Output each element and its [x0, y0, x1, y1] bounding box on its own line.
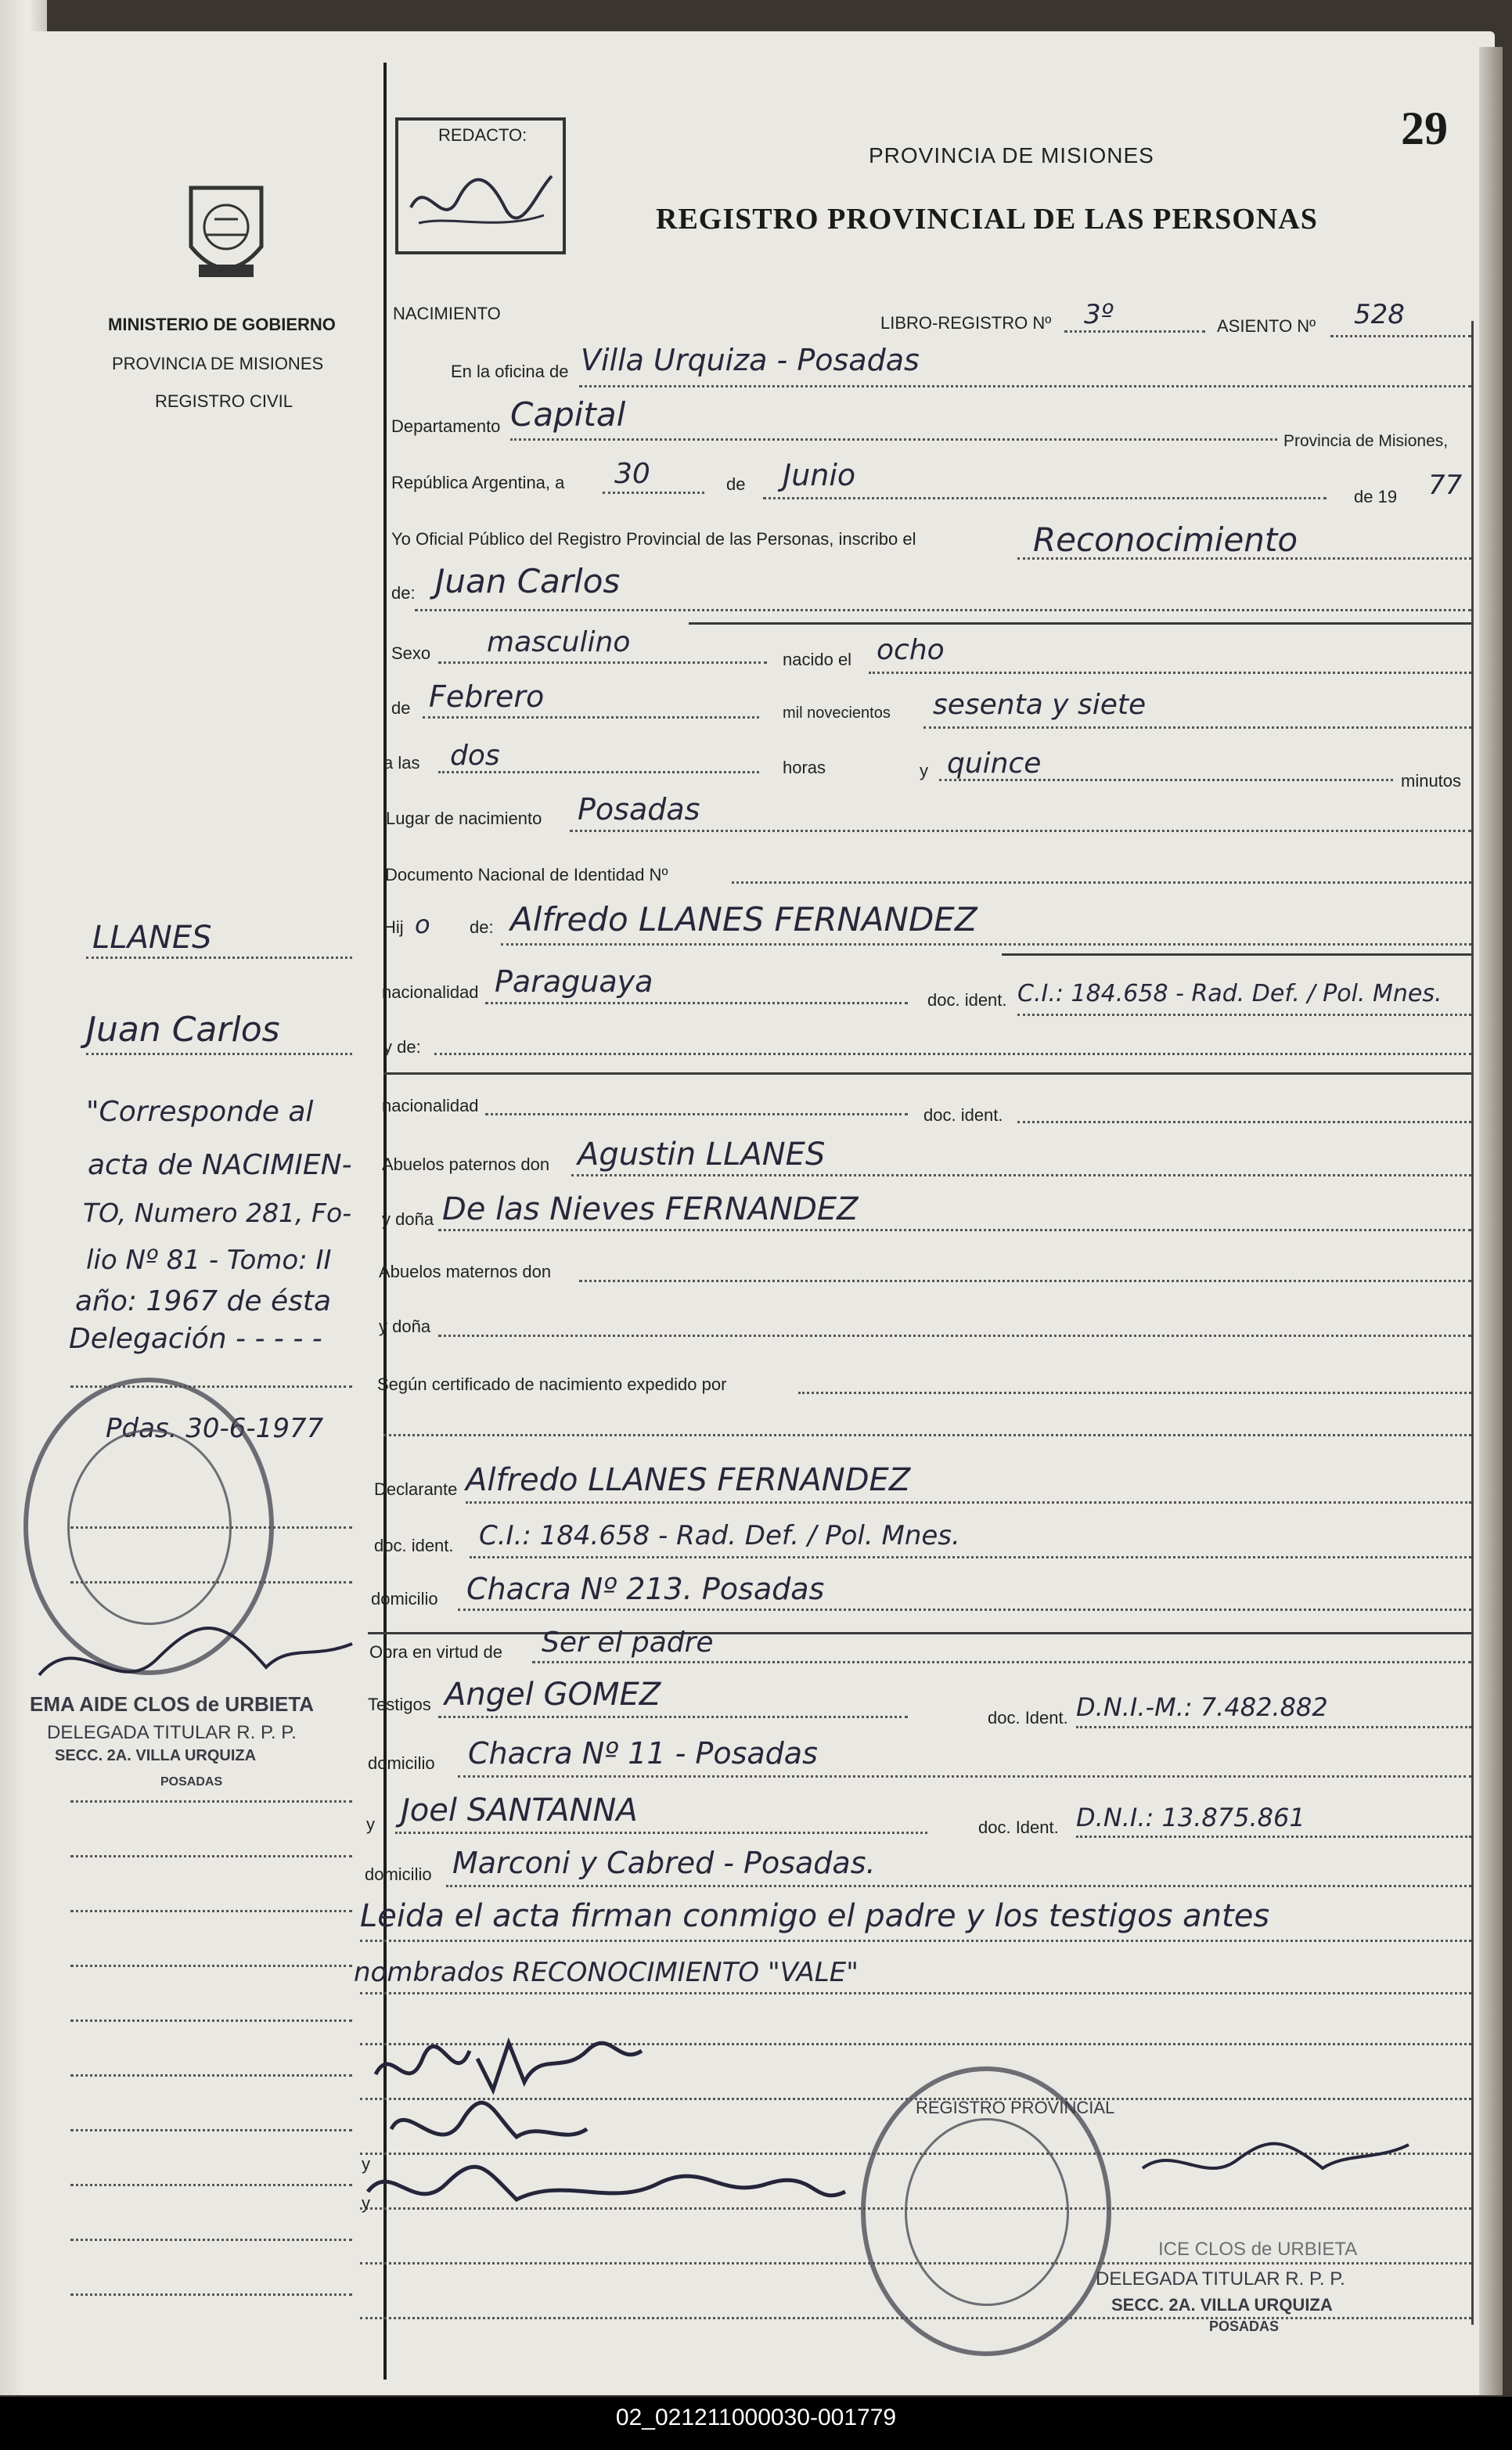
name-dots [415, 609, 1471, 611]
abuela-mat-dots [438, 1335, 1471, 1337]
right-stamp-office: SECC. 2A. VILLA URQUIZA [1111, 2295, 1333, 2315]
birth-month-value: Febrero [429, 679, 545, 714]
testigo1-doc: D.N.I.-M.: 7.482.882 [1076, 1692, 1328, 1722]
right-stamp-title: DELEGADA TITULAR R. P. P. [1096, 2268, 1345, 2290]
lugar-label: Lugar de nacimiento [386, 809, 542, 828]
declarante-doc-label: doc. ident. [374, 1536, 454, 1555]
testigo2-doc-label: doc. Ident. [978, 1818, 1059, 1837]
certificado-label: Según certificado de nacimiento expedido por [377, 1375, 727, 1394]
oficina-value: Villa Urquiza - Posadas [581, 343, 920, 377]
signature-y-2: y [362, 2193, 370, 2213]
doc-ident-label: doc. ident. [927, 990, 1007, 1010]
father-doc: C.I.: 184.658 - Rad. Def. / Pol. Mnes. [1017, 980, 1442, 1007]
departamento-dots [510, 438, 1277, 441]
mother-nationality-dots [485, 1113, 908, 1115]
obra-label: Obra en virtud de [369, 1642, 502, 1662]
oficial-text: Yo Oficial Público del Registro Provincial de las Personas, inscribo el [391, 529, 916, 549]
left-stamp-title: DELEGADA TITULAR R. P. P. [47, 1722, 297, 1743]
margin-dots [70, 1800, 352, 1803]
ministry-label: MINISTERIO DE GOBIERNO [108, 315, 336, 334]
testigo1-dots [438, 1716, 908, 1718]
right-seal-inner-ring [905, 2118, 1069, 2306]
birth-year-dots [923, 726, 1471, 729]
left-province-label: PROVINCIA DE MISIONES [112, 354, 324, 373]
obra-dots [532, 1661, 1471, 1663]
domicilio2-label: domicilio [368, 1753, 435, 1773]
sexo-label: Sexo [391, 643, 431, 663]
hijo-de-label: de: [470, 917, 494, 937]
left-stamp-office: SECC. 2A. VILLA URQUIZA [55, 1747, 257, 1764]
domicilio-label: domicilio [371, 1589, 438, 1609]
asiento-value: 528 [1354, 299, 1405, 330]
nacido-dots [869, 672, 1471, 674]
margin-dots [70, 2019, 352, 2022]
day-dots [603, 492, 704, 494]
birth-month-dots [423, 716, 759, 719]
margin-dots [70, 2129, 352, 2131]
day-value: 30 [614, 458, 650, 490]
left-stamp-city: POSADAS [160, 1775, 223, 1789]
declarante-label: Declarante [374, 1479, 458, 1499]
registro-civil-label: REGISTRO CIVIL [155, 391, 293, 411]
asiento-dots [1330, 335, 1471, 337]
closing-dots-1 [360, 1940, 1471, 1942]
father-dots [501, 943, 1471, 946]
abuela-pat-dots [438, 1229, 1471, 1231]
margin-dots [70, 2074, 352, 2077]
mother-dots [434, 1053, 1471, 1055]
nacionalidad2-label: nacionalidad [382, 1096, 479, 1115]
a-las-label: a las [383, 753, 420, 773]
margin-line-6: Delegación - - - - - [69, 1323, 322, 1355]
testigo1-doc-label: doc. Ident. [988, 1708, 1068, 1728]
oficina-label: En la oficina de [451, 362, 569, 381]
margin-line-7: Pdas. 30-6-1977 [106, 1413, 324, 1444]
left-seal-signature [31, 1597, 360, 1706]
page-edge [1479, 47, 1503, 2395]
nacionalidad-label: nacionalidad [382, 982, 479, 1002]
mother-rule [383, 1072, 1471, 1075]
dni-dots [732, 881, 1471, 884]
domicilio3-label: domicilio [365, 1865, 432, 1884]
minutes-dots [939, 779, 1393, 781]
right-stamp-city: POSADAS [1209, 2318, 1280, 2334]
margin-line-5: año: 1967 de ésta [75, 1285, 332, 1317]
abuelos-mat-dots [579, 1280, 1471, 1282]
sexo-dots [438, 661, 767, 664]
y-de-label: y de: [383, 1037, 421, 1057]
doc-ident2-label: doc. ident. [923, 1105, 1003, 1125]
hour-dots [438, 771, 759, 773]
declarante-doc-dots [470, 1556, 1471, 1558]
abuelos-pat-label: Abuelos paternos don [382, 1155, 550, 1174]
signature-y-1: y [362, 2154, 370, 2174]
testigo2-dots [395, 1832, 927, 1834]
libro-dots [1064, 330, 1205, 333]
minutos-label: minutos [1401, 771, 1462, 791]
testigo1-domicilio: Chacra Nº 11 - Posadas [468, 1736, 818, 1771]
hijo-label: Hij [383, 917, 404, 937]
father-rule [1002, 953, 1471, 956]
domicilio-rule [368, 1632, 1471, 1634]
right-stamp-name: ICE CLOS de URBIETA [1158, 2239, 1358, 2260]
asiento-label: ASIENTO Nº [1217, 316, 1316, 336]
right-seal-text: REGISTRO PROVINCIAL [916, 2098, 1115, 2117]
margin-line-4: lio Nº 81 - Tomo: II [86, 1245, 332, 1276]
declarante-value: Alfredo LLANES FERNANDEZ [466, 1462, 911, 1498]
right-border [1471, 321, 1474, 2325]
year-value: 77 [1428, 470, 1463, 501]
inscribo-value: Reconocimiento [1033, 521, 1298, 559]
month-value: Junio [783, 458, 856, 492]
testigo2-doc-dots [1076, 1836, 1471, 1838]
father-doc-dots [1017, 1014, 1471, 1016]
declarante-domicilio: Chacra Nº 213. Posadas [466, 1572, 825, 1606]
margin-dots [70, 2239, 352, 2241]
sexo-value: masculino [487, 626, 631, 658]
province-heading: PROVINCIA DE MISIONES [869, 143, 1154, 168]
margin-dots [86, 1053, 352, 1055]
abuelo-pat-value: Agustin LLANES [578, 1137, 826, 1173]
closing-line-1: Leida el acta firman conmigo el padre y los testigos antes [360, 1898, 1270, 1934]
lugar-value: Posadas [578, 792, 700, 827]
hour-value: dos [450, 740, 500, 772]
departamento-label: Departamento [391, 416, 501, 436]
declarante-dots [466, 1501, 1471, 1504]
libro-label: LIBRO-REGISTRO Nº [880, 313, 1052, 333]
closing-line-2: nombrados RECONOCIMIENTO "VALE" [354, 1957, 859, 1988]
republica-label: República Argentina, a [391, 473, 565, 492]
testigo2-domicilio: Marconi y Cabred - Posadas. [452, 1846, 876, 1880]
father-value: Alfredo LLANES FERNANDEZ [510, 900, 977, 939]
horas-label: horas [783, 758, 826, 777]
margin-surname: LLANES [92, 920, 212, 956]
y2-label: y [366, 1814, 375, 1834]
departamento-value: Capital [510, 395, 626, 434]
margin-dots [70, 1855, 352, 1857]
hijo-suffix: o [415, 910, 430, 939]
testigo2-doc: D.N.I.: 13.875.861 [1076, 1803, 1305, 1832]
testigo2-value: Joel SANTANNA [401, 1792, 638, 1828]
mother-doc-dots [1017, 1121, 1471, 1123]
left-stamp-name: EMA AIDE CLOS de URBIETA [30, 1692, 315, 1716]
provincial-crest-icon [175, 172, 277, 290]
father-nationality: Paraguaya [495, 964, 653, 999]
margin-dots [70, 2184, 352, 2186]
name-rule [689, 622, 1471, 625]
y-dona2-label: y doña [379, 1317, 431, 1336]
dni-label: Documento Nacional de Identidad Nº [385, 865, 668, 885]
testigo1-doc-dots [1076, 1726, 1471, 1728]
lugar-dots [570, 830, 1471, 832]
oficina-dots [579, 385, 1471, 387]
mil-label: mil novecientos [783, 704, 891, 722]
declarante-doc: C.I.: 184.658 - Rad. Def. / Pol. Mnes. [479, 1520, 960, 1551]
abuelos-mat-label: Abuelos maternos don [379, 1262, 552, 1281]
certificado-dots [798, 1392, 1471, 1394]
record-type: NACIMIENTO [393, 304, 501, 323]
testigos-label: Testigos [368, 1695, 431, 1714]
footer-id: 02_021211000030-001779 [615, 2405, 897, 2430]
registry-title: REGISTRO PROVINCIAL DE LAS PERSONAS [656, 203, 1318, 236]
inscribo-dots [1017, 557, 1471, 560]
margin-dots [70, 1910, 352, 1912]
de-name-label: de: [391, 583, 416, 603]
margin-line-1: "Corresponde al [86, 1096, 314, 1128]
minutes-value: quince [947, 748, 1042, 780]
testigo1-domicilio-dots [458, 1775, 1471, 1778]
month-dots [763, 497, 1327, 499]
testigo2-domicilio-dots [446, 1885, 1471, 1887]
y-dona-label: y doña [382, 1209, 434, 1229]
libro-value: 3º [1084, 299, 1114, 330]
year-label: de 19 [1354, 487, 1398, 506]
margin-dots [70, 2293, 352, 2296]
obra-value: Ser el padre [542, 1627, 714, 1659]
redacto-signature [403, 145, 560, 247]
margin-given-names: Juan Carlos [86, 1010, 280, 1050]
margin-line-3: TO, Numero 281, Fo- [83, 1198, 352, 1228]
redacto-label: REDACTO: [438, 125, 527, 145]
abuela-pat-value: De las Nieves FERNANDEZ [442, 1191, 859, 1227]
margin-dots [70, 1965, 352, 1967]
abuelo-pat-dots [571, 1174, 1471, 1176]
de-label: de [726, 474, 746, 494]
birth-year-value: sesenta y siete [933, 689, 1147, 721]
de-month-label: de [391, 698, 411, 718]
father-nationality-dots [485, 1002, 908, 1004]
nacido-label: nacido el [783, 650, 852, 669]
margin-dots [86, 957, 352, 959]
closing-dots-2 [360, 1992, 1471, 1994]
margin-line-2: acta de NACIMIEN- [88, 1149, 352, 1181]
testigo1-value: Angel GOMEZ [445, 1677, 661, 1713]
left-seal-inner-ring [67, 1429, 232, 1625]
nacido-value: ocho [877, 634, 945, 666]
declarante-domicilio-dots [458, 1609, 1471, 1611]
provincia-suffix: Provincia de Misiones, [1283, 432, 1449, 450]
name-value: Juan Carlos [435, 562, 621, 600]
y-label: y [920, 761, 928, 780]
page-number: 29 [1401, 103, 1448, 154]
certificado-dots-2 [383, 1434, 1471, 1436]
